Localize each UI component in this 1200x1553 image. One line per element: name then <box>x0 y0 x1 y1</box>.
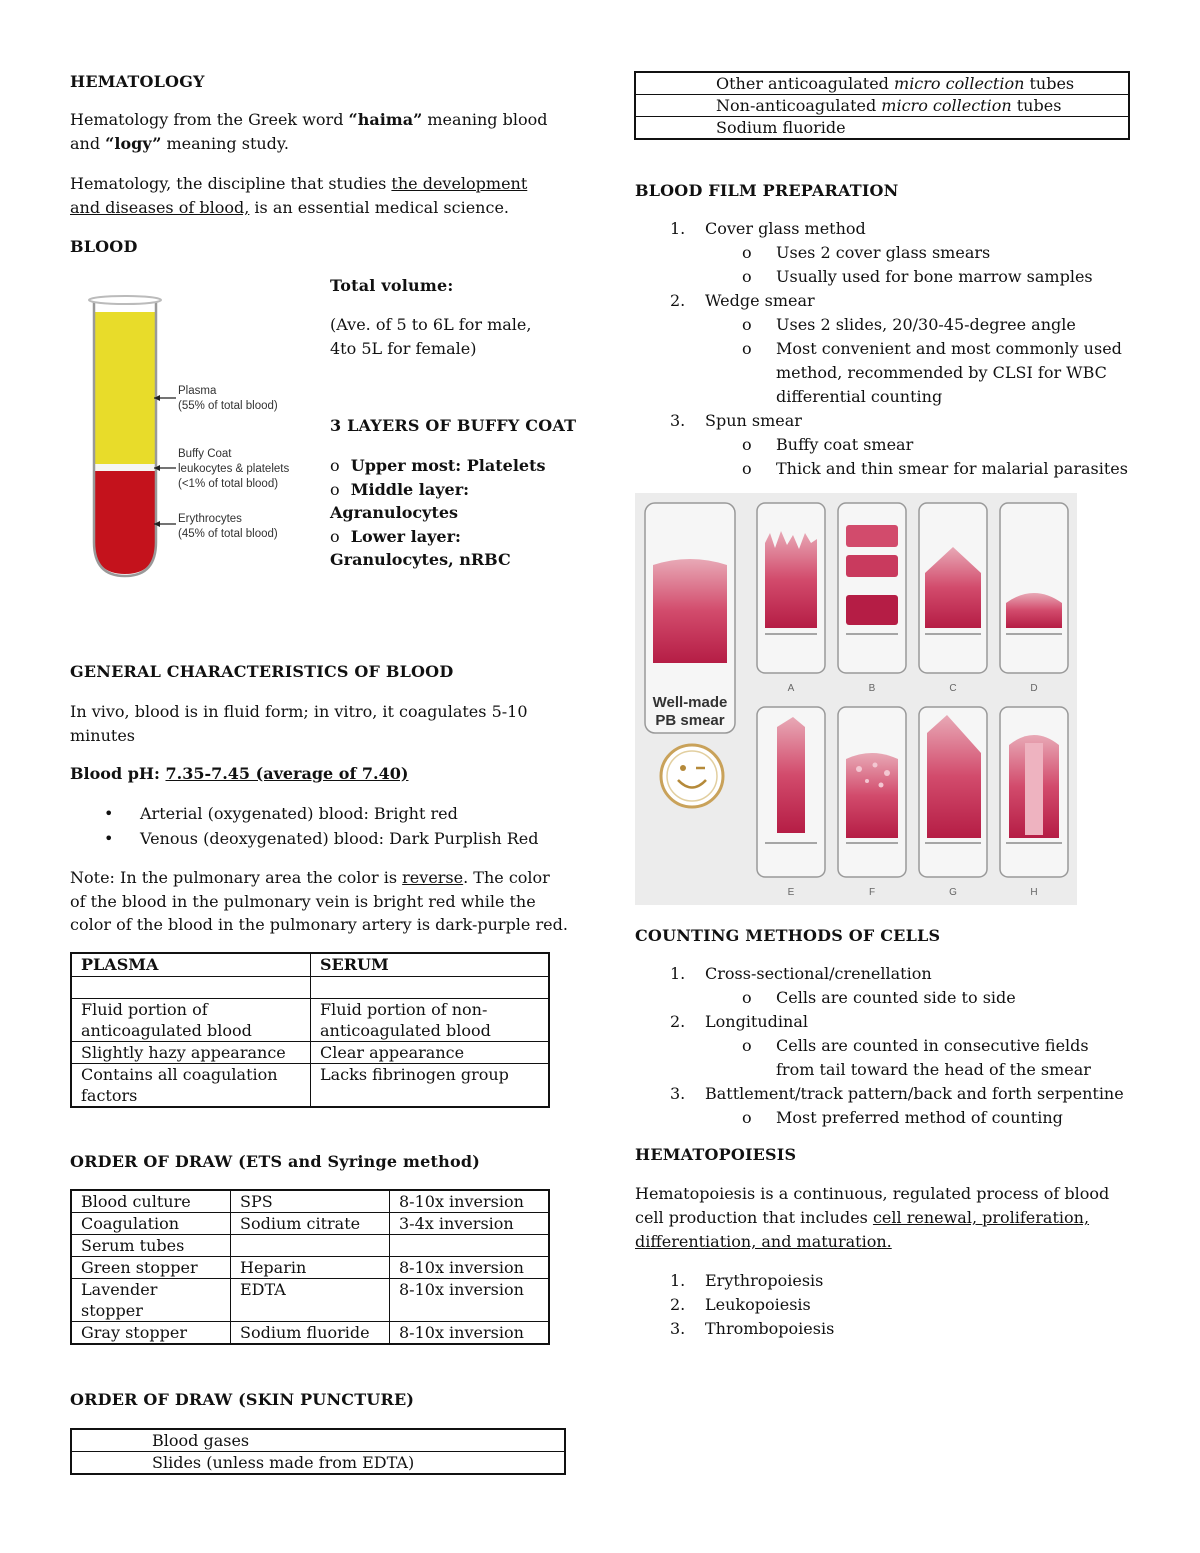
counting-heading: COUNTING METHODS OF CELLS <box>635 926 941 945</box>
buffy-layer-1: o Upper most: Platelets <box>330 456 546 475</box>
counting-list <box>670 962 1130 1130</box>
counting-item-3-sub-1: o Most preferred method of counting <box>742 1108 1063 1127</box>
order-skin-heading: ORDER OF DRAW (SKIN PUNCTURE) <box>70 1390 415 1409</box>
skin-puncture-continued-table: Other anticoagulated micro collection tubes Non-anticoagulated micro collection tubes Sodium fluoride <box>634 71 1130 140</box>
hemato-item-1: 1. Erythropoiesis <box>670 1271 824 1290</box>
tube-buffy <box>94 464 156 471</box>
order-skin-table: Blood gases Slides (unless made from EDTA) <box>70 1428 566 1475</box>
label-plasma: Plasma <box>178 385 217 397</box>
order-ets-table: Blood culture SPS 8-10x inversion Coagulation Sodium citrate 3-4x inversion Serum tubes Green stopper Heparin 8-10x inversion Lavender stopper EDTA 8-10x inversion Gray stopper Sodium fluoride 8-10x inversion <box>70 1189 550 1345</box>
counting-item-1-sub-1: o Cells are counted side to side <box>742 988 1016 1007</box>
tube-plasma <box>94 312 156 464</box>
film-item-2-sub-2: o Most convenient and most commonly used method, recommended by CLSI for WBC differential counting <box>742 339 1122 406</box>
intro-paragraph-2: Hematology, the discipline that studies the development and diseases of blood, is an essential medical science. <box>70 174 528 217</box>
bullet-venous: • Venous (deoxygenated) blood: Dark Purplish Red <box>104 829 539 848</box>
general-text: In vivo, blood is in fluid form; in vitro, it coagulates 5-10 minutes <box>70 702 528 745</box>
hemato-item-2: 2. Leukopoiesis <box>670 1295 811 1314</box>
svg-text:G: G <box>949 887 957 898</box>
counting-item-2-sub-1: o Cells are counted in consecutive fields from tail toward the head of the smear <box>742 1036 1091 1079</box>
svg-text:A: A <box>787 683 795 694</box>
buffy-coat-heading: 3 LAYERS OF BUFFY COAT <box>330 416 577 435</box>
total-volume-label: Total volume: <box>330 276 454 295</box>
label-buffy: Buffy Coat <box>178 448 232 460</box>
label-buffy-pct: (<1% of total blood) <box>178 478 279 490</box>
hemato-item-3: 3. Thrombopoiesis <box>670 1319 835 1338</box>
page-title: HEMATOLOGY <box>70 72 205 91</box>
blood-heading: BLOOD <box>70 237 138 256</box>
total-volume-text: (Ave. of 5 to 6L for male, 4to 5L for female) <box>330 315 532 358</box>
svg-text:B: B <box>868 683 876 694</box>
label-erythrocytes: Erythrocytes <box>178 513 242 525</box>
intro-paragraph-1: Hematology from the Greek word “haima” meaning blood and “logy” meaning study. <box>70 110 548 153</box>
film-item-1-sub-2: o Usually used for bone marrow samples <box>742 267 1093 286</box>
counting-item-3: 3. Battlement/track pattern/back and forth serpentine <box>670 1084 1124 1103</box>
test-tube-diagram <box>80 292 310 582</box>
bullet-arterial: • Arterial (oxygenated) blood: Bright red <box>104 804 458 823</box>
svg-text:H: H <box>1030 887 1038 898</box>
buffy-layer-3: o Lower layer: <box>330 526 461 546</box>
pulmonary-note: Note: In the pulmonary area the color is reverse. The color of the blood in the pulmonary vein is bright red while the color of the blood in the pulmonary artery is dark-purple red. <box>70 868 568 934</box>
svg-text:C: C <box>949 683 957 694</box>
color-bullets <box>104 802 538 851</box>
hematopoiesis-heading: HEMATOPOIESIS <box>635 1145 797 1164</box>
general-heading: GENERAL CHARACTERISTICS OF BLOOD <box>70 662 454 681</box>
film-item-1-sub-1: o Uses 2 cover glass smears <box>742 243 991 262</box>
svg-text:D: D <box>1030 683 1038 694</box>
film-item-3-sub-1: o Buffy coat smear <box>742 435 914 454</box>
svg-text:Well-made: Well-made <box>652 694 728 711</box>
blood-ph: Blood pH: 7.35-7.45 (average of 7.40) <box>70 764 409 783</box>
film-item-2-sub-1: o Uses 2 slides, 20/30-45-degree angle <box>742 315 1076 334</box>
counting-item-1: 1. Cross-sectional/crenellation <box>670 964 932 983</box>
film-heading: BLOOD FILM PREPARATION <box>635 181 899 200</box>
blood-smear-image <box>635 493 1077 905</box>
film-item-3: 3. Spun smear <box>670 411 802 430</box>
hematopoiesis-list <box>670 1269 1070 1341</box>
svg-text:F: F <box>868 887 876 898</box>
order-ets-heading: ORDER OF DRAW (ETS and Syringe method) <box>70 1152 481 1171</box>
hematopoiesis-text: Hematopoiesis is a continuous, regulated process of blood cell production that includes cell renewal, proliferation, differentiation, and maturation. <box>635 1184 1110 1251</box>
film-item-2: 2. Wedge smear <box>670 291 815 310</box>
film-list <box>670 217 1130 481</box>
film-item-1: 1. Cover glass method <box>670 219 866 238</box>
svg-text:E: E <box>787 887 795 898</box>
plasma-serum-table: PLASMA SERUM Fluid portion of anticoagulated blood Fluid portion of non-anticoagulated blood Slightly hazy appearance Clear appearance Contains all coagulation factors Lacks fibrinogen group <box>70 952 550 1108</box>
tube-rbc <box>94 471 156 574</box>
label-plasma-pct: (55% of total blood) <box>178 400 278 412</box>
film-item-3-sub-2: o Thick and thin smear for malarial parasites <box>742 459 1128 478</box>
label-ery-pct: (45% of total blood) <box>178 528 278 540</box>
svg-text:PB smear: PB smear <box>655 712 725 729</box>
buffy-layers: o Upper most: Platelets o Middle layer: Agranulocytes o Lower layer: Granulocytes, nRBC <box>330 454 570 572</box>
label-buffy-desc: leukocytes & platelets <box>178 463 290 475</box>
counting-item-2: 2. Longitudinal <box>670 1012 808 1031</box>
buffy-layer-2: o Middle layer: <box>330 479 470 499</box>
